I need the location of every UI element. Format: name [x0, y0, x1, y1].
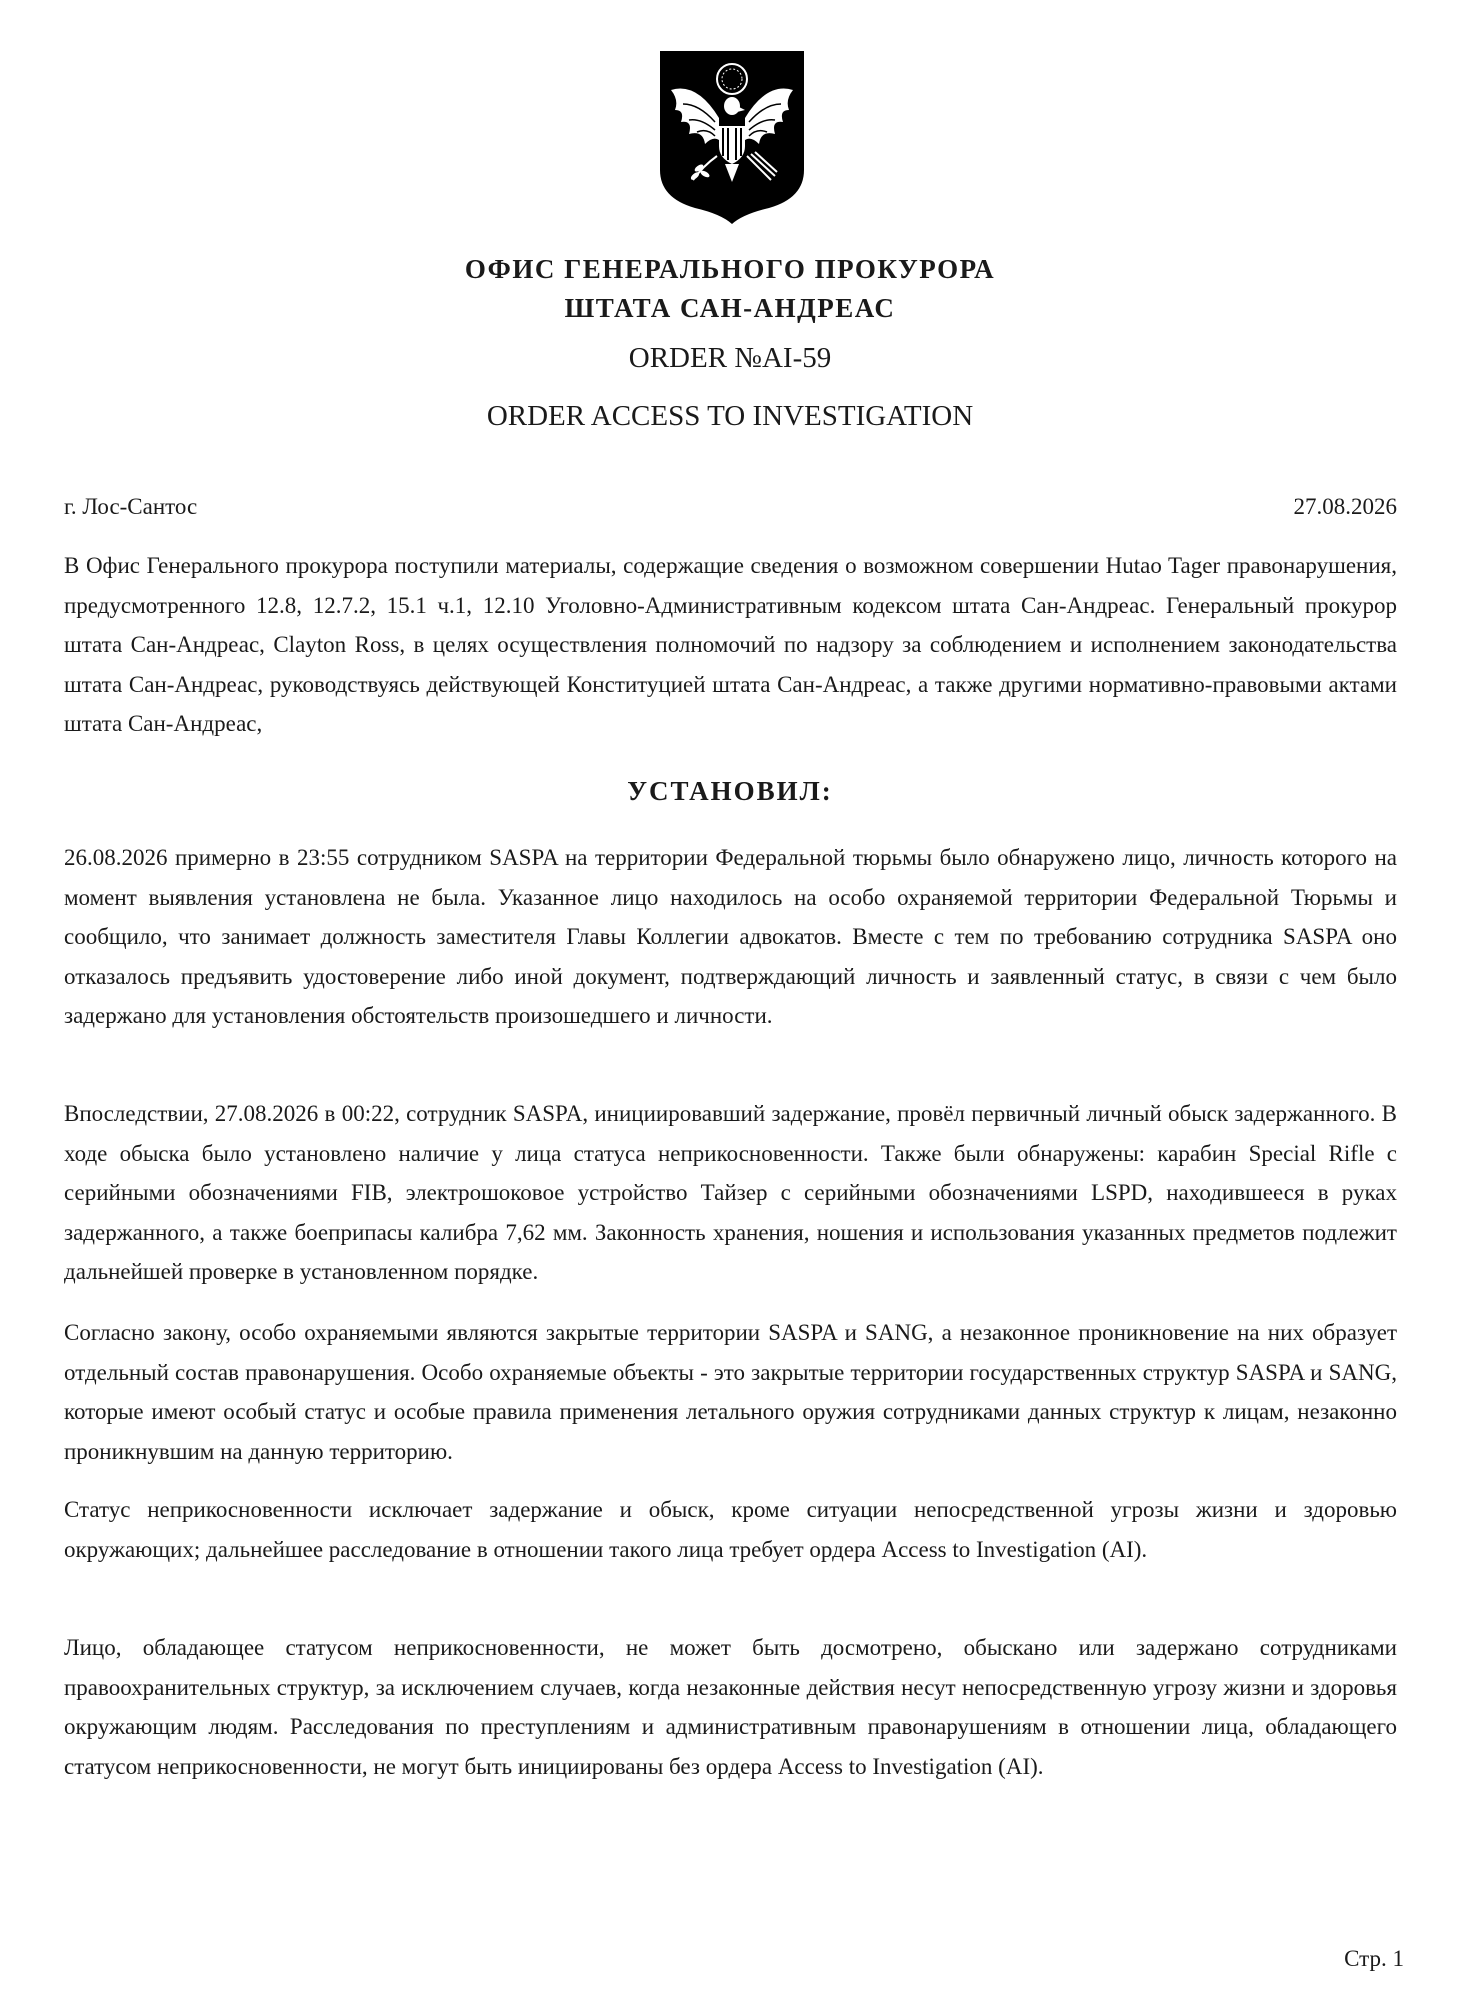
us-eagle-seal-icon	[657, 48, 807, 226]
paragraph-2: Впоследствии, 27.08.2026 в 00:22, сотрудник SASPA, инициировавший задержание, провёл первичный личный обыск задержанного. В ходе обыска было установлено наличие у лица статуса неприкосновенности. Также были обнаружены: карабин Special Rifle с серийными обозначениями FIB, электрошоковое устройство Тайзер с серийными обозначениями LSPD, находившееся в руках задержанного, а также боеприпасы калибра 7,62 мм. Законность хранения, ношения и использования указанных предметов подлежит дальнейшей проверке в установленном порядке.	[64, 1101, 1397, 1284]
paragraph-3: Согласно закону, особо охраняемыми являются закрытые территории SASPA и SANG, а незаконное проникновение на них образует отдельный состав правонарушения. Особо охраняемые объекты - это закрытые территории государственных структур SASPA и SANG, которые имеют особый статус и особые правила применения летального оружия сотрудниками данных структур к лицам, незаконно проникнувшим на данную территорию.	[64, 1320, 1397, 1464]
city: г. Лос-Сантос	[64, 494, 198, 519]
office-title-line2: ШТАТА САН-АНДРЕАС	[564, 293, 896, 323]
intro-paragraph: В Офис Генерального прокурора поступили материалы, содержащие сведения о возможном совершении Hutao Tager правонарушения, предусмотренного 12.8, 12.7.2, 15.1 ч.1, 12.10 Уголовно-Административным кодексом штата Сан-Андреас. Генеральный прокурор штата Сан-Андреас, Clayton Ross, в целях осуществления полномочий по надзору за соблюдением и исполнением законодательства штата Сан-Андреас, руководствуясь действующей Конституцией штата Сан-Андреас, а также другими нормативно-правовыми актами штата Сан-Андреас,	[64, 553, 1397, 736]
paragraph-5: Лицо, обладающее статусом неприкосновенности, не может быть досмотрено, обыскано или задержано сотрудниками правоохранительных структур, за исключением случаев, когда незаконные действия несут непосредственную угрозу жизни и здоровья окружающим людям. Расследования по преступлениям и административным правонарушениям в отношении лица, обладающего статусом неприкосновенности, не могут быть инициированы без ордера Access to Investigation (AI).	[64, 1635, 1397, 1779]
section-title: УСТАНОВИЛ:	[627, 776, 833, 806]
order-number: ORDER №AI-59	[628, 342, 832, 374]
order-title: ORDER ACCESS TO INVESTIGATION	[486, 400, 974, 432]
page-number: Стр. 1	[1344, 1946, 1404, 1971]
document-date: 27.08.2026	[1293, 494, 1397, 519]
office-title-line1: ОФИС ГЕНЕРАЛЬНОГО ПРОКУРОРА	[464, 254, 996, 284]
paragraph-4: Статус неприкосновенности исключает задержание и обыск, кроме ситуации непосредственной угрозы жизни и здоровью окружающих; дальнейшее расследование в отношении такого лица требует ордера Access to Investigation (AI).	[64, 1497, 1397, 1562]
paragraph-1: 26.08.2026 примерно в 23:55 сотрудником SASPA на территории Федеральной тюрьмы было обнаружено лицо, личность которого на момент выявления установлена не была. Указанное лицо находилось на особо охраняемой территории Федеральной Тюрьмы и сообщило, что занимает должность заместителя Главы Коллегии адвокатов. Вместе с тем по требованию сотрудника SASPA оно отказалось предъявить удостоверение либо иной документ, подтверждающий личность и заявленный статус, в связи с чем было задержано для установления обстоятельств произошедшего и личности.	[64, 845, 1397, 1028]
document-meta	[64, 494, 1397, 520]
